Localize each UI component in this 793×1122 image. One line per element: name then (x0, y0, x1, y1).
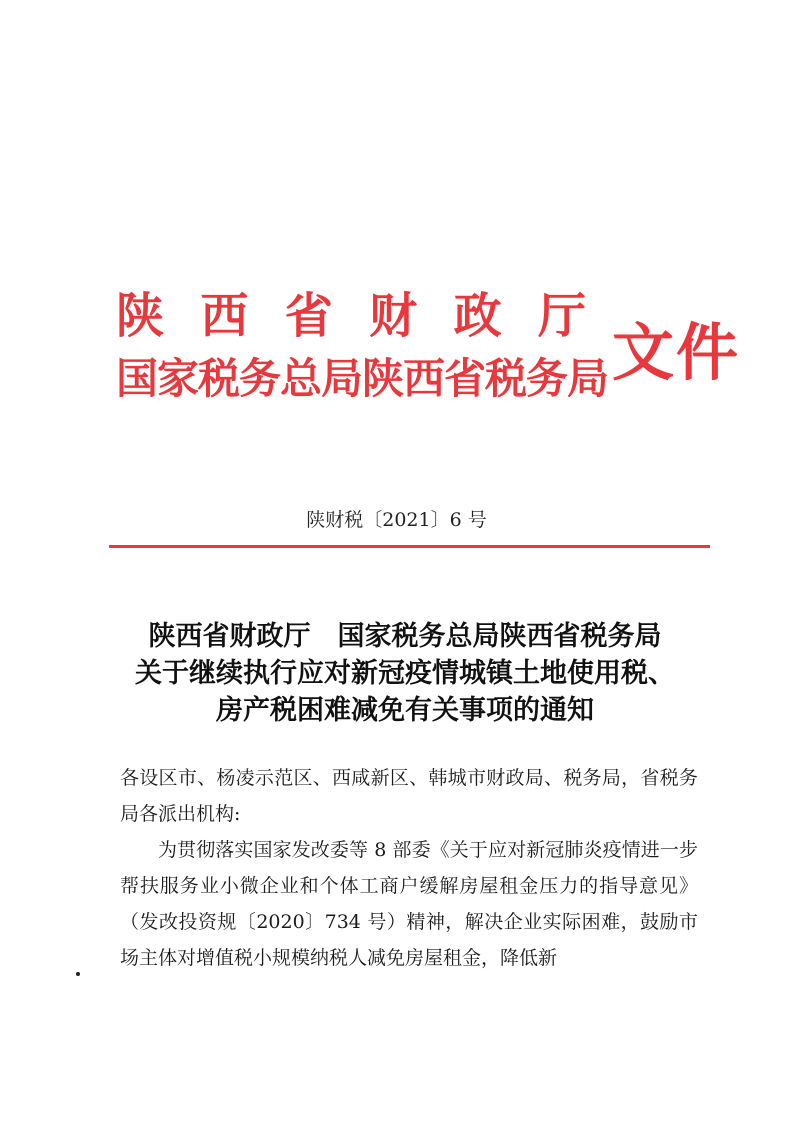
document-number: 陕财税〔2021〕6 号 (306, 509, 487, 531)
issuer-char: 厅 (537, 288, 586, 344)
issuer-shaanxi-finance-department (116, 288, 586, 344)
title-line: 关于继续执行应对新冠疫情城镇土地使用税、 (135, 658, 675, 689)
red-divider-line (109, 545, 710, 548)
document-title (100, 618, 710, 729)
issuer-char: 财 (369, 288, 418, 344)
issuer-char: 政 (453, 288, 502, 344)
issuer-char: 陕 (116, 288, 165, 344)
red-header (116, 288, 756, 428)
scan-speck (76, 972, 80, 976)
title-line: 房产税困难减免有关事项的通知 (216, 695, 594, 726)
body-paragraph: 为贯彻落实国家发改委等 8 部委《关于应对新冠肺炎疫情进一步帮扶服务业小微企业和个体工商户缓解房屋租金压力的指导意见》（发改投资规〔2020〕734 号）精神，解决企业实际困难，鼓励市场主体对增值税小规模纳税人减免房屋租金，降低新 (120, 839, 698, 969)
issuer-tax-bureau: 国家税务总局陕西省税务局 (116, 354, 609, 403)
issuer-char: 西 (200, 288, 249, 344)
addressee: 各设区市、杨凌示范区、西咸新区、韩城市财政局、税务局，省税务局各派出机构: (120, 767, 698, 825)
doc-type-label: 文件 (612, 316, 741, 389)
issuer-char: 省 (284, 288, 333, 344)
title-line: 陕西省财政厅 国家税务总局陕西省税务局 (148, 621, 662, 652)
document-body (120, 760, 698, 976)
